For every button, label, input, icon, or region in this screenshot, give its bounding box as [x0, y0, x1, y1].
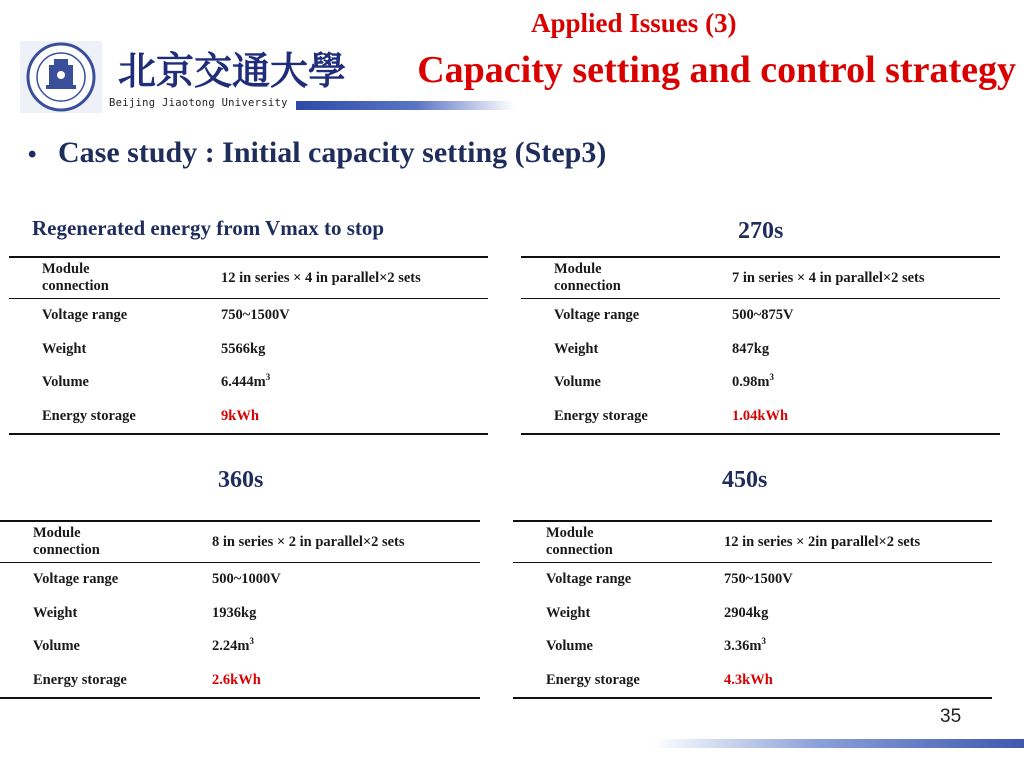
table-row [513, 664, 992, 698]
row-label: Voltage range [546, 571, 632, 588]
table-row [9, 333, 488, 367]
row-value: 5566kg [221, 340, 266, 357]
row-value: $6.444m^3$ [221, 372, 271, 391]
header-label: Module connection [554, 261, 621, 294]
row-value: 500~875V [732, 307, 794, 324]
spec-table-450s [513, 520, 992, 699]
row-label: Volume [33, 638, 80, 655]
table-row [521, 333, 1000, 367]
time-label-270s: 270s [738, 218, 784, 244]
table-header-row [0, 522, 480, 563]
row-value: $2.24m^3$ [212, 636, 254, 655]
university-seal-logo [20, 41, 102, 113]
header-value: 8 in series × 2 in parallel×2 sets [212, 533, 405, 550]
table-row [0, 664, 480, 698]
university-english-name: Beijing Jiaotong University [109, 97, 288, 109]
row-value-energy: 1.04kWh [732, 407, 789, 424]
row-value: 750~1500V [724, 571, 793, 588]
row-label: Volume [42, 374, 89, 391]
row-value: 1936kg [212, 604, 257, 621]
spec-table-vmax [9, 256, 488, 435]
header-label: Module connection [42, 261, 109, 294]
row-value: 847kg [732, 340, 770, 357]
table-row [0, 563, 480, 597]
table-row [521, 366, 1000, 400]
university-chinese-name-logo [118, 44, 347, 94]
header-value: 12 in series × 4 in parallel×2 sets [221, 269, 421, 286]
row-label: Voltage range [554, 307, 640, 324]
row-label: Energy storage [33, 671, 127, 688]
footer-accent-bar [652, 739, 1024, 748]
bullet-dot: • [28, 141, 37, 168]
table-row [521, 400, 1000, 434]
table-row [521, 299, 1000, 333]
bullet-item [28, 136, 606, 170]
table-header-row [521, 258, 1000, 299]
row-value: $3.36m^3$ [724, 636, 766, 655]
row-label: Weight [546, 604, 591, 621]
table-row [9, 400, 488, 434]
table-header-row [513, 522, 992, 563]
table-row [513, 563, 992, 597]
row-label: Weight [42, 340, 87, 357]
row-label: Volume [554, 374, 601, 391]
header-accent-bar [296, 101, 514, 110]
row-value: 2904kg [724, 604, 769, 621]
svg-text:北京交通大學: 北京交通大學 [118, 48, 347, 93]
row-label: Energy storage [546, 671, 640, 688]
row-label: Weight [33, 604, 78, 621]
row-value: $0.98m^3$ [732, 372, 774, 391]
section-title: Regenerated energy from Vmax to stop [32, 216, 385, 240]
bullet-text: Case study : Initial capacity setting (Step3) [58, 136, 607, 169]
table-row [513, 597, 992, 631]
row-value-energy: 4.3kWh [724, 671, 773, 688]
time-label-450s: 450s [722, 467, 768, 493]
header-value: 7 in series × 4 in parallel×2 sets [732, 269, 925, 286]
row-value: 500~1000V [212, 571, 281, 588]
row-value-energy: 9kWh [221, 407, 259, 424]
row-label: Weight [554, 340, 599, 357]
table-row [513, 630, 992, 664]
row-label: Volume [546, 638, 593, 655]
slide-subtitle: Applied Issues (3) [531, 8, 737, 38]
spec-table-270s [521, 256, 1000, 435]
row-value-energy: 2.6kWh [212, 671, 261, 688]
time-label-360s: 360s [218, 467, 264, 493]
page-number: 35 [940, 706, 962, 727]
row-label: Energy storage [554, 407, 648, 424]
row-label: Voltage range [33, 571, 119, 588]
header-label: Module connection [33, 525, 100, 558]
table-row [0, 630, 480, 664]
spec-table-360s [0, 520, 480, 699]
row-value: 750~1500V [221, 307, 290, 324]
table-row [9, 299, 488, 333]
table-header-row [9, 258, 488, 299]
slide-title: Capacity setting and control strategy [417, 49, 1016, 91]
header-label: Module connection [546, 525, 613, 558]
row-label: Voltage range [42, 307, 128, 324]
table-row [9, 366, 488, 400]
row-label: Energy storage [42, 407, 136, 424]
table-row [0, 597, 480, 631]
header-value: 12 in series × 2in parallel×2 sets [724, 533, 921, 550]
